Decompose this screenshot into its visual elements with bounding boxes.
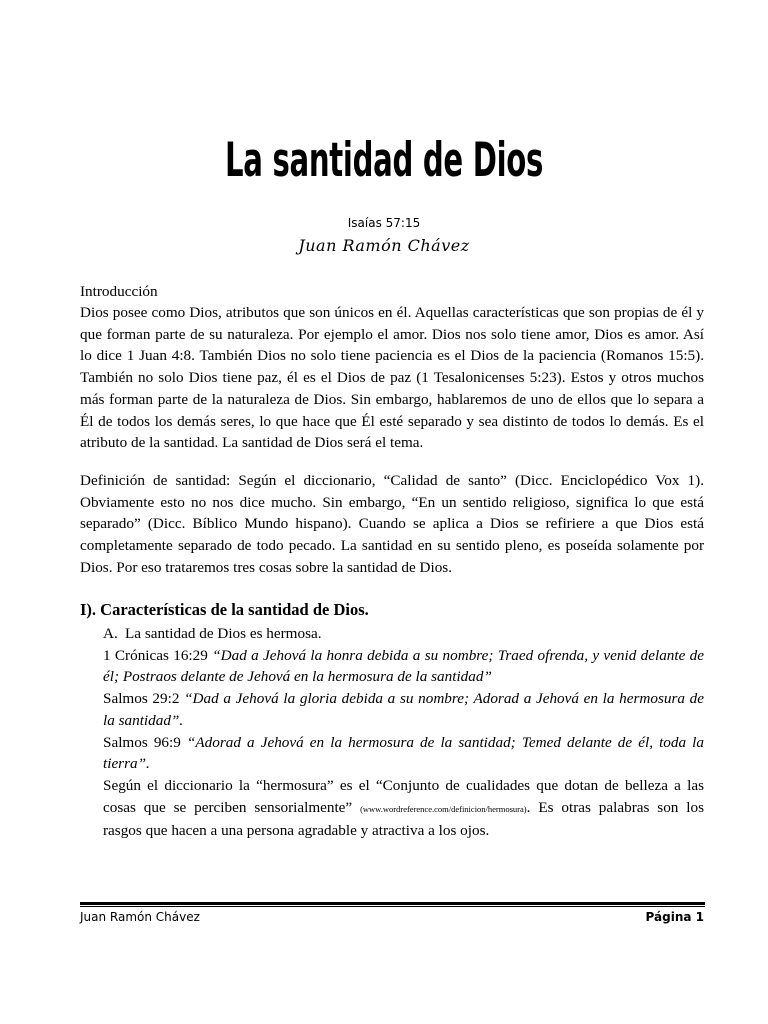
subsection-letter: A. — [103, 625, 118, 642]
footer-author: Juan Ramón Chávez — [80, 910, 200, 924]
source-url: (www.wordreference.com/definicion/hermosura) — [360, 803, 527, 814]
closing-text: Según el diccionario la “hermosura” es el “Conjunto de cualidades que dotan de belleza a las cosas que se perciben sensorialmente” — [103, 776, 704, 816]
definition-text: Definición de santidad: Según el diccionario, “Calidad de santo” (Dicc. Enciclopédico Vox 1). Obviamente esto no nos dice mucho. Sin embargo, “En un sentido religioso, significa lo que está separado” (Dicc. Bíblico Mundo hispano). Cuando se aplica a Dios se refiriere a que Dios está completamente separado de todo pecado. La santidad en su sentido pleno, es poseída solamente por Dios. Por eso trataremos tres cosas sobre la santidad de Dios. — [80, 472, 704, 576]
scripture-reference: Isaías 57:15 — [347, 216, 421, 230]
verse-item — [103, 688, 704, 731]
verse-quote: “Dad a Jehová la honra debida a su nombre; Traed ofrenda, y venid delante de él; Postraos delante de Jehová en la hermosura de la santidad” — [103, 646, 705, 686]
definition-paragraph — [80, 470, 704, 579]
author-name: Juan Ramón Chávez — [298, 236, 470, 255]
footer-rule-thick — [80, 902, 705, 905]
verse-ref: Salmos 96:9 — [103, 733, 181, 751]
document-title: La santidad de Dios — [224, 133, 544, 188]
verse-item — [103, 645, 704, 688]
closing-text-end: . Es otras palabras son los rasgos que hacen a una persona agradable y atractiva a los ojos. — [103, 798, 705, 840]
footer-page-number: Página 1 — [645, 910, 704, 924]
closing-paragraph — [103, 775, 704, 842]
section-body — [103, 623, 704, 842]
verse-quote: “Adorad a Jehová en la hermosura de la santidad; Temed delante de él, toda la tierra”. — [103, 733, 704, 773]
intro-text: Dios posee como Dios, atributos que son únicos en él. Aquellas características que son propias de él y que forman parte de su naturaleza. Por ejemplo el amor. Dios nos solo tiene amor, Dios es amor. Así lo dice 1 Juan 4:8. También Dios no solo tiene paciencia es el Dios de la paciencia (Romanos 15:5). También no solo Dios tiene paz, él es el Dios de paz (1 Tesalonicenses 5:23). Estos y otros muchos más forman parte de la naturaleza de Dios. Sin embargo, hablaremos de uno de ellos que lo separa a Él de todos los demás seres, lo que hace que Él esté separado y sea distinto de todos lo demás. Es el atributo de la santidad. La santidad de Dios será el tema. — [80, 304, 704, 452]
verse-item — [103, 732, 704, 775]
subsection-title — [103, 623, 704, 645]
subsection-title-text: La santidad de Dios es hermosa. — [125, 625, 322, 642]
section-heading: I). Características de la santidad de Dios. — [80, 600, 369, 619]
verse-ref: Salmos 29:2 — [103, 690, 180, 708]
intro-heading: Introducción — [80, 283, 158, 300]
footer-rule-thin — [80, 906, 705, 907]
intro-paragraph — [80, 302, 704, 454]
verse-ref: 1 Crónicas 16:29 — [103, 646, 208, 664]
verse-quote: “Dad a Jehová la gloria debida a su nombre; Adorad a Jehová en la hermosura de la santidad”. — [103, 690, 705, 729]
